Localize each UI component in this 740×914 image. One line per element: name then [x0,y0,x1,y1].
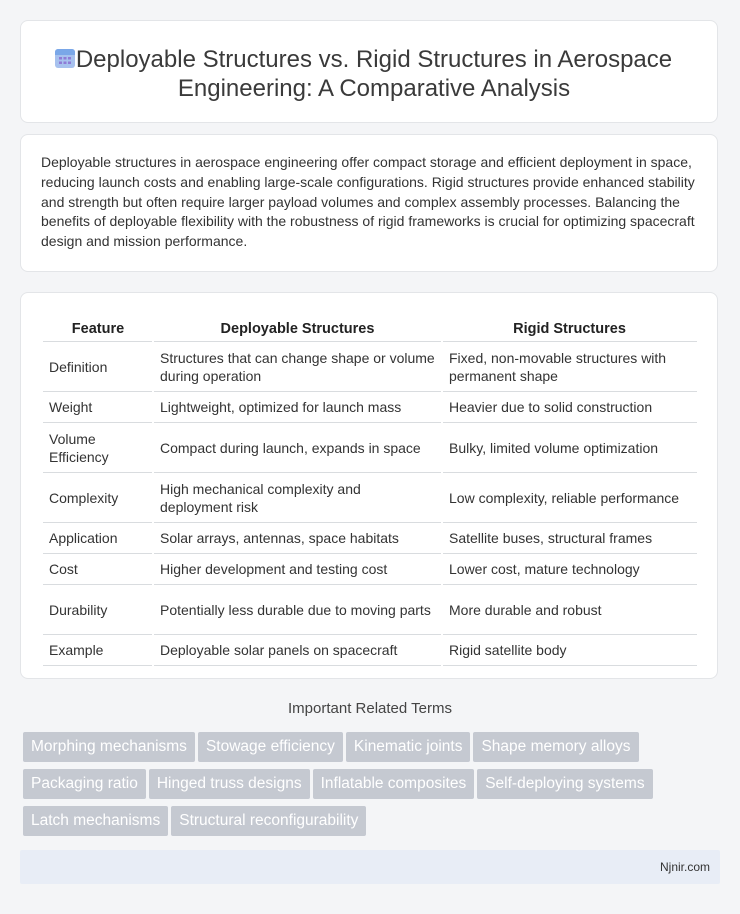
title-card [20,20,718,123]
related-term-tag[interactable]: Packaging ratio [23,769,146,799]
table-header-row [43,313,697,342]
feature-cell: Application [43,523,153,554]
related-term-tag[interactable]: Latch mechanisms [23,806,168,836]
feature-cell: Durability [43,585,153,635]
related-term-tag[interactable]: Hinged truss designs [149,769,310,799]
rigid-cell: Satellite buses, structural frames [442,523,697,554]
header-deployable: Deployable Structures [153,313,442,342]
header-rigid: Rigid Structures [442,313,697,342]
deployable-cell: Structures that can change shape or volume during operation [153,342,442,392]
deployable-cell: High mechanical complexity and deployment risk [153,473,442,523]
related-terms-list [23,732,713,843]
related-term-tag[interactable]: Inflatable composites [313,769,475,799]
related-term-tag[interactable]: Structural reconfigurability [171,806,366,836]
rigid-cell: More durable and robust [442,585,697,635]
table-row [43,635,697,666]
table-row [43,392,697,423]
header-feature: Feature [43,313,153,342]
footer-site-label[interactable]: Njnir.com [659,860,710,874]
table-row [43,342,697,392]
deployable-cell: Solar arrays, antennas, space habitats [153,523,442,554]
comparison-card [20,292,718,679]
rigid-cell: Rigid satellite body [442,635,697,666]
feature-cell: Definition [43,342,153,392]
summary-card [20,134,718,272]
related-term-tag[interactable]: Morphing mechanisms [23,732,195,762]
rigid-cell: Lower cost, mature technology [442,554,697,585]
related-term-tag[interactable]: Self-deploying systems [477,769,652,799]
table-row [43,473,697,523]
footer-bar [20,850,720,884]
comparison-table [43,313,697,666]
rigid-cell: Heavier due to solid construction [442,392,697,423]
feature-cell: Weight [43,392,153,423]
feature-cell: Volume Efficiency [43,423,153,473]
related-terms-title: Important Related Terms [288,700,452,717]
related-term-tag[interactable]: Stowage efficiency [198,732,343,762]
table-row [43,423,697,473]
page-title: Deployable Structures vs. Rigid Structures in Aerospace Engineering: A Comparative Analysis [75,46,673,102]
related-term-tag[interactable]: Kinematic joints [346,732,471,762]
rigid-cell: Low complexity, reliable performance [442,473,697,523]
table-row [43,554,697,585]
rigid-cell: Fixed, non-movable structures with permanent shape [442,342,697,392]
deployable-cell: Lightweight, optimized for launch mass [153,392,442,423]
deployable-cell: Potentially less durable due to moving parts [153,585,442,635]
feature-cell: Complexity [43,473,153,523]
deployable-cell: Deployable solar panels on spacecraft [153,635,442,666]
deployable-cell: Higher development and testing cost [153,554,442,585]
related-term-tag[interactable]: Shape memory alloys [473,732,638,762]
table-row [43,523,697,554]
feature-cell: Cost [43,554,153,585]
rigid-cell: Bulky, limited volume optimization [442,423,697,473]
table-row [43,585,697,635]
deployable-cell: Compact during launch, expands in space [153,423,442,473]
feature-cell: Example [43,635,153,666]
summary-text: Deployable structures in aerospace engineering offer compact storage and efficient deployment in space, reducing launch costs and enabling large-scale configurations. Rigid structures provide enhanced stability and strength but often require larger payload volumes and complex assembly processes. Balancing the benefits of deployable flexibility with the robustness of rigid frameworks is crucial for optimizing spacecraft design and mission performance. [41,154,695,250]
